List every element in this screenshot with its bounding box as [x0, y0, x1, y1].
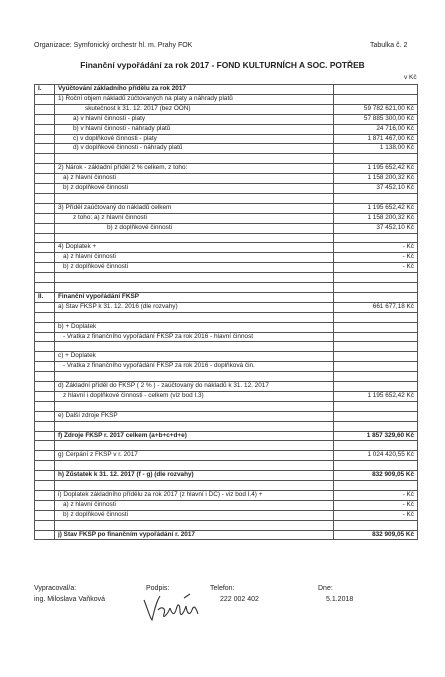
table-row — [35, 451, 418, 461]
row-amount: 57 885 300,00 Kč — [334, 114, 418, 124]
table-row — [35, 273, 418, 283]
table-row — [35, 481, 418, 491]
row-section-number — [35, 451, 55, 461]
row-section-number — [35, 401, 55, 411]
row-section-number — [35, 322, 55, 332]
row-amount — [334, 193, 418, 203]
row-label — [55, 461, 334, 471]
row-amount: 1 024 420,55 Kč — [334, 451, 418, 461]
row-label — [55, 372, 334, 382]
row-amount: 37 452,10 Kč — [334, 184, 418, 194]
row-amount — [334, 411, 418, 421]
row-amount: - Kč — [334, 500, 418, 510]
row-label — [55, 193, 334, 203]
row-label: c) + Doplatek — [55, 352, 334, 362]
row-section-number — [35, 421, 55, 431]
document-title: Finanční vypořádání za rok 2017 - FOND KULTURNÍCH A SOC. POTŘEB — [80, 60, 365, 70]
row-section-number — [35, 461, 55, 471]
table-row — [35, 332, 418, 342]
row-amount — [334, 520, 418, 530]
table-row — [35, 490, 418, 500]
row-label: b) v hlavní činnosti - náhrady platů — [55, 124, 334, 134]
table-row — [35, 124, 418, 134]
row-label: 2) Nárok - základní příděl 2 % celkem, z toho: — [55, 164, 334, 174]
row-amount: 1 857 329,60 Kč — [334, 431, 418, 441]
row-label: c) v doplňkové činnosti - platy — [55, 134, 334, 144]
row-amount — [334, 421, 418, 431]
row-label — [55, 283, 334, 293]
row-section-number — [35, 174, 55, 184]
row-amount — [334, 312, 418, 322]
row-section-number — [35, 441, 55, 451]
row-label — [55, 342, 334, 352]
row-amount — [334, 292, 418, 302]
row-amount — [334, 273, 418, 283]
row-label — [55, 441, 334, 451]
row-amount — [334, 283, 418, 293]
row-amount: 59 782 621,00 Kč — [334, 104, 418, 114]
row-amount — [334, 362, 418, 372]
settlement-table — [34, 84, 418, 540]
row-amount — [334, 233, 418, 243]
row-amount: 24 716,00 Kč — [334, 124, 418, 134]
row-label: g) Čerpání z FKSP v r. 2017 — [55, 451, 334, 461]
row-section-number: I. — [35, 85, 55, 95]
row-section-number — [35, 510, 55, 520]
row-amount — [334, 401, 418, 411]
phone-label: Telefon: — [210, 585, 235, 592]
table-row — [35, 421, 418, 431]
table-row — [35, 500, 418, 510]
row-section-number — [35, 243, 55, 253]
table-row — [35, 471, 418, 481]
table-row — [35, 322, 418, 332]
row-amount — [334, 154, 418, 164]
row-label: Vyúčtování základního přídělu za rok 2017 — [55, 85, 334, 95]
row-label: e) Další zdroje FKSP — [55, 411, 334, 421]
table-row — [35, 144, 418, 154]
row-amount — [334, 372, 418, 382]
row-section-number — [35, 253, 55, 263]
table-row — [35, 253, 418, 263]
row-label: 3) Příděl zaúčtovaný do nákladů celkem — [55, 203, 334, 213]
row-section-number — [35, 203, 55, 213]
phone-value: 222 002 402 — [220, 596, 259, 603]
row-section-number — [35, 481, 55, 491]
row-section-number — [35, 283, 55, 293]
row-section-number — [35, 332, 55, 342]
row-label — [55, 312, 334, 322]
row-label: - Vratka z finančního vypořádání FKSP za rok 2016 - doplňková čin. — [55, 362, 334, 372]
row-section-number — [35, 530, 55, 540]
prepared-by-name: ing. Miloslava Vaňková — [34, 596, 106, 603]
row-amount: - Kč — [334, 490, 418, 500]
row-section-number — [35, 372, 55, 382]
table-row — [35, 85, 418, 95]
row-label: j) Stav FKSP po finančním vypořádání r. 2017 — [55, 530, 334, 540]
row-amount: 832 909,05 Kč — [334, 471, 418, 481]
row-label: b) z doplňkové činnosti — [55, 263, 334, 273]
table-row — [35, 372, 418, 382]
row-amount: 1 195 652,42 Kč — [334, 164, 418, 174]
row-label: 1) Roční objem nákladů zúčtovaných na platy a náhrady platů — [55, 94, 334, 104]
row-section-number — [35, 391, 55, 401]
row-section-number — [35, 431, 55, 441]
row-label — [55, 401, 334, 411]
table-row — [35, 510, 418, 520]
handwritten-signature — [140, 592, 210, 624]
row-label — [55, 520, 334, 530]
row-section-number — [35, 411, 55, 421]
row-label — [55, 233, 334, 243]
row-amount: 1 158 200,32 Kč — [334, 174, 418, 184]
row-amount: 1 158 200,32 Kč — [334, 213, 418, 223]
row-amount: - Kč — [334, 510, 418, 520]
table-row — [35, 154, 418, 164]
table-row — [35, 174, 418, 184]
table-row — [35, 134, 418, 144]
row-section-number — [35, 490, 55, 500]
table-row — [35, 391, 418, 401]
row-amount — [334, 94, 418, 104]
row-section-number — [35, 124, 55, 134]
row-label — [55, 481, 334, 491]
row-amount — [334, 461, 418, 471]
row-label: d) Základní příděl do FKSP ( 2 % ) - zaúčtovaný do nákladů k 31. 12. 2017 — [55, 382, 334, 392]
table-row — [35, 382, 418, 392]
row-label — [55, 154, 334, 164]
row-label: b) z doplňkové činnosti — [55, 510, 334, 520]
row-section-number — [35, 193, 55, 203]
table-row — [35, 401, 418, 411]
table-row — [35, 302, 418, 312]
row-amount — [334, 441, 418, 451]
row-section-number — [35, 302, 55, 312]
table-row — [35, 292, 418, 302]
table-row — [35, 94, 418, 104]
row-section-number — [35, 223, 55, 233]
table-row — [35, 312, 418, 322]
row-section-number — [35, 144, 55, 154]
row-section-number — [35, 362, 55, 372]
row-label: b) + Doplatek — [55, 322, 334, 332]
row-label: b) z doplňkové činnosti — [55, 223, 334, 233]
table-row — [35, 243, 418, 253]
row-section-number — [35, 352, 55, 362]
table-row — [35, 431, 418, 441]
row-label: skutečnost k 31. 12. 2017 (bez OON) — [55, 104, 334, 114]
row-amount — [334, 342, 418, 352]
row-label: z hlavní i doplňkové činnosti - celkem (viz bod I.3) — [55, 391, 334, 401]
row-amount — [334, 332, 418, 342]
table-row — [35, 352, 418, 362]
table-row — [35, 233, 418, 243]
table-row — [35, 263, 418, 273]
table-row — [35, 411, 418, 421]
row-label: f) Zdroje FKSP r. 2017 celkem (a+b+c+d+e) — [55, 431, 334, 441]
row-label: h) Zůstatek k 31. 12. 2017 (f - g) (dle rozvahy) — [55, 471, 334, 481]
row-amount: - Kč — [334, 263, 418, 273]
row-label: a) z hlavní činnosti — [55, 500, 334, 510]
row-label: - Vratka z finančního vypořádání FKSP za rok 2016 - hlavní činnost — [55, 332, 334, 342]
row-label: i) Doplatek základního přídělu za rok 2017 (z hlavní i DČ) - viz bod I.4) + — [55, 490, 334, 500]
table-row — [35, 164, 418, 174]
row-section-number — [35, 273, 55, 283]
row-label: b) z doplňkové činnosti — [55, 184, 334, 194]
prepared-by-label: Vypracoval/a: — [34, 585, 77, 592]
row-label: a) z hlavní činnosti — [55, 174, 334, 184]
row-section-number — [35, 382, 55, 392]
signature-label: Podpis: — [146, 585, 170, 592]
row-section-number — [35, 104, 55, 114]
row-label — [55, 421, 334, 431]
row-section-number — [35, 342, 55, 352]
row-section-number — [35, 520, 55, 530]
row-amount: - Kč — [334, 243, 418, 253]
table-row — [35, 362, 418, 372]
table-row — [35, 223, 418, 233]
currency-unit: v Kč — [404, 74, 417, 81]
row-section-number — [35, 500, 55, 510]
table-row — [35, 520, 418, 530]
row-section-number — [35, 184, 55, 194]
organization-line: Organizace: Symfonický orchestr hl. m. Prahy FOK — [34, 42, 193, 49]
row-section-number — [35, 471, 55, 481]
row-label: a) Stav FKSP k 31. 12. 2016 (dle rozvahy) — [55, 302, 334, 312]
table-row — [35, 461, 418, 471]
row-label — [55, 273, 334, 283]
row-amount: - Kč — [334, 253, 418, 263]
table-row — [35, 104, 418, 114]
date-label: Dne: — [318, 585, 333, 592]
row-label: a) v hlavní činnosti - platy — [55, 114, 334, 124]
row-amount — [334, 352, 418, 362]
table-row — [35, 114, 418, 124]
row-section-number — [35, 114, 55, 124]
row-amount: 37 452,10 Kč — [334, 223, 418, 233]
row-amount: 1 195 652,42 Kč — [334, 391, 418, 401]
row-label: d) v doplňkové činnosti - náhrady platů — [55, 144, 334, 154]
row-label: Finanční vypořádání FKSP — [55, 292, 334, 302]
row-section-number — [35, 134, 55, 144]
table-row — [35, 342, 418, 352]
row-amount: 1 871 467,00 Kč — [334, 134, 418, 144]
row-amount: 661 677,18 Kč — [334, 302, 418, 312]
row-amount — [334, 481, 418, 491]
table-row — [35, 203, 418, 213]
date-value: 5.1.2018 — [326, 596, 354, 603]
row-section-number — [35, 94, 55, 104]
row-label: z toho: a) z hlavní činnosti — [55, 213, 334, 223]
table-row — [35, 530, 418, 540]
row-amount: 1 138,00 Kč — [334, 144, 418, 154]
row-label: 4) Doplatek + — [55, 243, 334, 253]
row-amount — [334, 382, 418, 392]
row-amount: 1 195 652,42 Kč — [334, 203, 418, 213]
row-section-number: II. — [35, 292, 55, 302]
table-row — [35, 213, 418, 223]
table-row — [35, 184, 418, 194]
row-section-number — [35, 213, 55, 223]
table-row — [35, 283, 418, 293]
table-row — [35, 193, 418, 203]
row-amount: 832 909,05 Kč — [334, 530, 418, 540]
row-section-number — [35, 164, 55, 174]
row-section-number — [35, 154, 55, 164]
row-amount — [334, 322, 418, 332]
row-section-number — [35, 263, 55, 273]
row-amount — [334, 85, 418, 95]
row-label: a) z hlavní činnosti — [55, 253, 334, 263]
table-number: Tabulka č. 2 — [370, 42, 408, 49]
row-section-number — [35, 233, 55, 243]
table-row — [35, 441, 418, 451]
row-section-number — [35, 312, 55, 322]
